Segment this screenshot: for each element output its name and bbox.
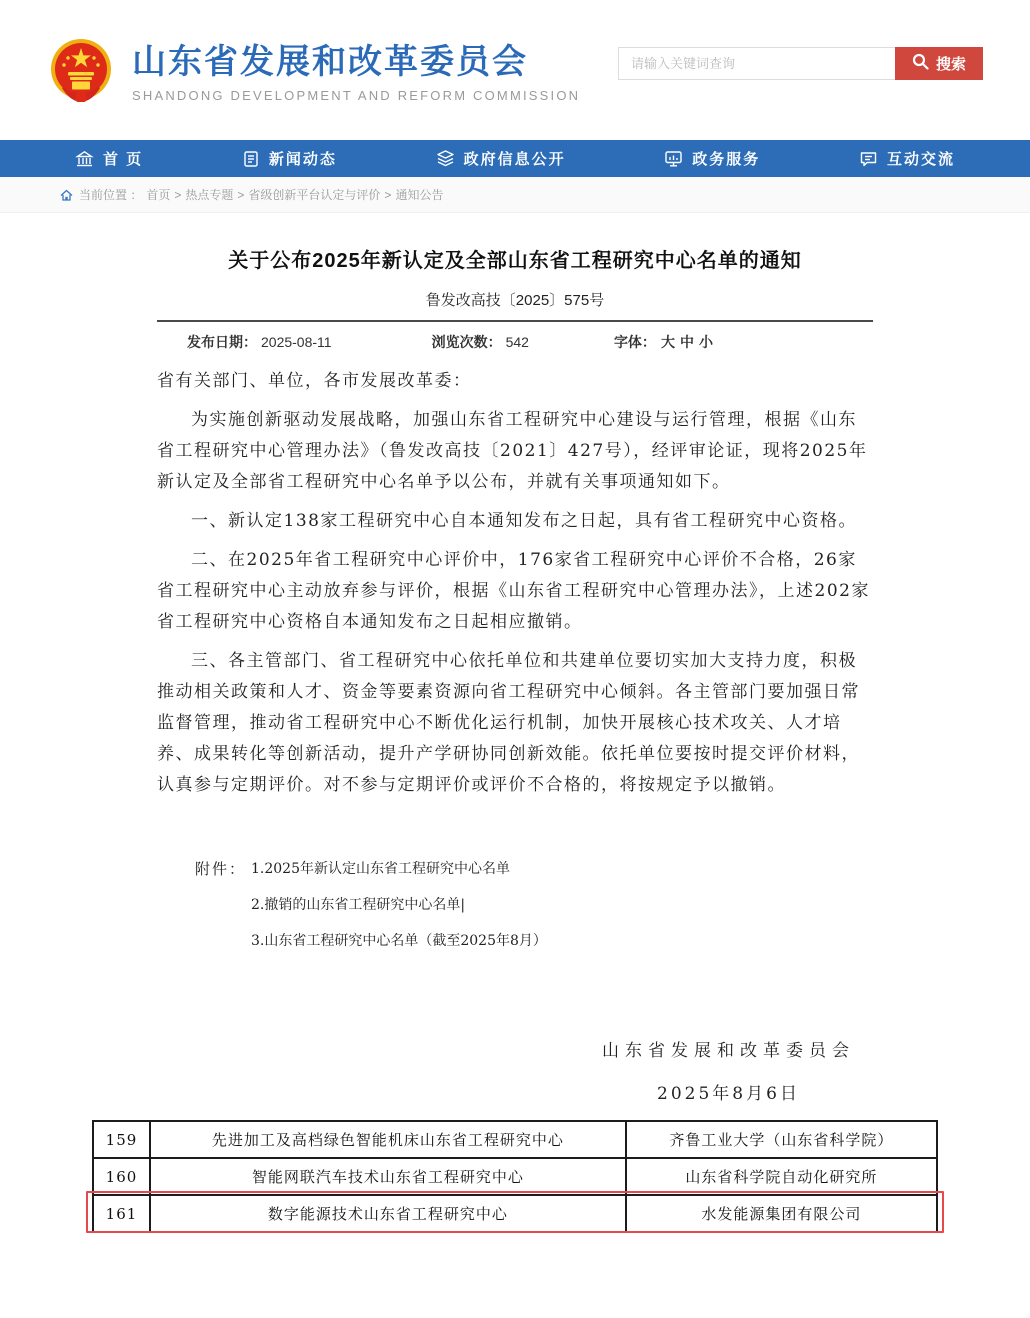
breadcrumb-item-home[interactable]: 首页 [146, 188, 171, 202]
attachments-label: 附件： [195, 860, 247, 878]
nav-item-label: 首 页 [103, 151, 144, 168]
salutation: 省有关部门、单位，各市发展改革委： [157, 371, 472, 391]
paragraph: 一、新认定138家工程研究中心自本通知发布之日起，具有省工程研究中心资格。 [191, 511, 857, 531]
search-icon [912, 53, 929, 74]
chat-icon [859, 150, 878, 168]
nav-item-home[interactable] [75, 148, 143, 169]
font-size-medium-button[interactable]: 中 [679, 334, 694, 350]
monitor-icon [664, 150, 683, 168]
publish-date-label: 发布日期： [187, 334, 257, 350]
nav-item-services[interactable] [664, 148, 760, 169]
table-row [93, 1121, 937, 1158]
org-name-cell: 齐鲁工业大学（山东省科学院） [626, 1121, 937, 1158]
font-size-label: 字体： [613, 334, 656, 350]
row-number-cell: 161 [93, 1195, 150, 1232]
breadcrumb [0, 177, 1030, 213]
signature-org: 山东省发展和改革委员会 [602, 1041, 855, 1061]
breadcrumb-separator: > [237, 187, 245, 202]
doc-body [157, 366, 873, 801]
bottom-whitespace [0, 1233, 1030, 1318]
nav-item-label: 新闻动态 [268, 151, 337, 168]
paragraph: 二、在2025年省工程研究中心评价中，176家省工程研究中心评价不合格，26家省工程研究中心主动放弃参与评价，根据《山东省工程研究中心管理办法》，上述202家省工程研究中心资格自本通知发布之日起相应撤销。 [157, 550, 870, 632]
view-count-value: 542 [505, 334, 529, 350]
font-size-control [614, 332, 713, 352]
table-row [93, 1195, 937, 1232]
site-title: 山东省发展和改革委员会 [132, 43, 528, 82]
breadcrumb-prefix: 当前位置 ： [79, 188, 143, 202]
brand[interactable] [46, 36, 580, 111]
font-size-small-button[interactable]: 小 [698, 334, 713, 350]
breadcrumb-item-notices[interactable]: 通知公告 [395, 188, 444, 202]
attachment-link-3[interactable]: 3.山东省工程研究中心名单（截至2025年8月） [251, 933, 547, 949]
signature-block [157, 1036, 873, 1104]
breadcrumb-separator: > [174, 187, 182, 202]
search-box [618, 47, 983, 80]
home-icon [60, 189, 73, 201]
site-header [0, 0, 1030, 140]
view-count-label: 浏览次数： [431, 334, 502, 350]
attachment-link-1[interactable]: 1.2025年新认定山东省工程研究中心名单 [251, 861, 510, 877]
search-button[interactable] [895, 47, 983, 80]
nav-item-news[interactable] [242, 148, 337, 169]
org-name-cell: 山东省科学院自动化研究所 [626, 1158, 937, 1195]
doc-number: 鲁发改高技〔2025〕575号 [425, 292, 605, 309]
row-number-cell: 159 [93, 1121, 150, 1158]
doc-title: 关于公布2025年新认定及全部山东省工程研究中心名单的通知 [228, 250, 802, 272]
document [157, 247, 873, 1104]
publish-date-value: 2025-08-11 [261, 334, 332, 350]
center-list-section [0, 1120, 1030, 1233]
site-subtitle: SHANDONG DEVELOPMENT AND REFORM COMMISSION [132, 87, 581, 103]
center-name-cell: 数字能源技术山东省工程研究中心 [150, 1195, 626, 1232]
attachment-link-2[interactable]: 2.撤销的山东省工程研究中心名单| [251, 897, 466, 913]
news-icon [242, 150, 260, 168]
nav-item-label: 互动交流 [886, 151, 955, 168]
layers-icon [436, 149, 455, 168]
center-name-cell: 智能网联汽车技术山东省工程研究中心 [150, 1158, 626, 1195]
nav-item-gov-info[interactable] [436, 148, 566, 169]
national-emblem-icon [46, 36, 116, 111]
org-name-cell: 水发能源集团有限公司 [626, 1195, 937, 1232]
publish-date [187, 332, 332, 352]
font-size-large-button[interactable]: 大 [660, 334, 675, 350]
main-nav [0, 140, 1030, 177]
nav-item-interaction[interactable] [859, 148, 955, 169]
breadcrumb-item-topics[interactable]: 热点专题 [185, 188, 234, 202]
paragraph: 三、各主管部门、省工程研究中心依托单位和共建单位要切实加大支持力度，积极推动相关政策和人才、资金等要素资源向省工程研究中心倾斜。各主管部门要加强日常监督管理，推动省工程研究中心不断优化运行机制，加快开展核心技术攻关、人才培养、成果转化等创新活动，提升产学研协同创新效能。依托单位要按时提交评价材料，认真参与定期评价。对不参与定期评价或评价不合格的，将按规定予以撤销。 [157, 651, 860, 795]
search-input[interactable] [618, 47, 895, 80]
nav-item-label: 政府信息公开 [463, 151, 566, 168]
view-count [432, 332, 529, 352]
nav-item-label: 政务服务 [692, 151, 761, 168]
doc-meta [157, 322, 873, 354]
center-name-cell: 先进加工及高档绿色智能机床山东省工程研究中心 [150, 1121, 626, 1158]
row-number-cell: 160 [93, 1158, 150, 1195]
breadcrumb-separator: > [384, 187, 392, 202]
signature-date: 2025年8月6日 [657, 1084, 800, 1104]
bank-icon [75, 150, 94, 168]
paragraph: 为实施创新驱动发展战略，加强山东省工程研究中心建设与运行管理，根据《山东省工程研究中心管理办法》（鲁发改高技〔2021〕427号），经评审论证，现将2025年新认定及全部省工程研究中心名单予以公布，并就有关事项通知如下。 [157, 410, 868, 492]
breadcrumb-item-platform[interactable]: 省级创新平台认定与评价 [248, 188, 381, 202]
table-row [93, 1158, 937, 1195]
search-button-label: 搜索 [935, 56, 966, 73]
center-table [92, 1120, 938, 1233]
attachments [157, 858, 873, 952]
